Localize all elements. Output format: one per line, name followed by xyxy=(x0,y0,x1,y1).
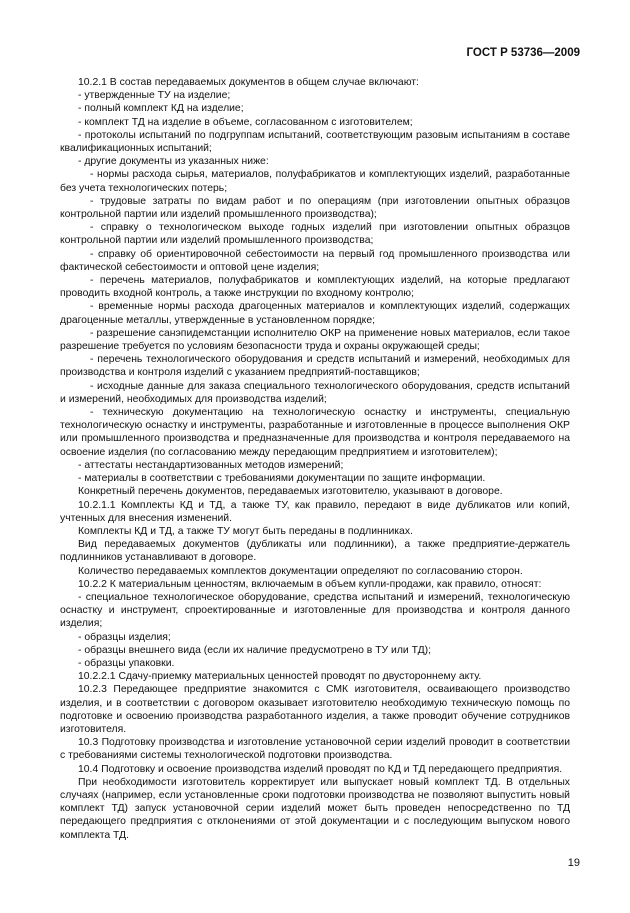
paragraph: При необходимости изготовитель корректирует или выпускает новый комплект ТД. В отдельных случаях (например, если установленные сроки подготовки производства не позволяют выпустить новый комплект ТД) запуск установочной серии изделий может быть проведен непосредственно по ТД передающего предприятия с отклонениями от этой документации и с последующим выпуском нового комплекта ТД. xyxy=(60,776,570,841)
paragraph: - материалы в соответствии с требованиями документации по защите информации. xyxy=(78,473,486,485)
paragraph: - образцы изделия; xyxy=(78,631,171,643)
paragraph: 10.4 Подготовку и освоение производства изделий проводят по КД и ТД передающего предприятия. xyxy=(78,763,563,775)
paragraph: - полный комплект КД на изделие; xyxy=(78,103,244,115)
paragraph: 10.2.3 Передающее предприятие знакомится с СМК изготовителя, осваивающего производство изделия, и в соответствии с договором оказывает изготовителю необходимую техническую помощь по подготовке и освоению производства разработанного изделия, а также проводит обучение сотрудников изготовителя. xyxy=(60,684,570,735)
paragraph: 10.2.1 В состав передаваемых документов в общем случае включают: xyxy=(78,77,419,88)
paragraph: - исходные данные для заказа специального технологического оборудования, средств испытаний и измерений, необходимых для производства изделий; xyxy=(60,380,570,405)
page-number: 19 xyxy=(567,857,580,869)
paragraph: - образцы внешнего вида (если их наличие предусмотрено в ТУ или ТД); xyxy=(78,644,431,656)
paragraph: 10.2.1.1 Комплекты КД и ТД, а также ТУ, как правило, передают в виде дубликатов или копий, учтенных для внесения изменений. xyxy=(60,499,570,524)
document-body xyxy=(60,76,570,842)
paragraph: - временные нормы расхода драгоценных материалов и комплектующих изделий, содержащих драгоценные металлы, утвержденные в установленном порядке; xyxy=(60,301,570,326)
paragraph: Комплекты КД и ТД, а также ТУ могут быть переданы в подлинниках. xyxy=(78,525,413,537)
paragraph: - перечень материалов, полуфабрикатов и комплектующих изделий, на которые предлагают проводить входной контроль, а также инструкции по входному контролю; xyxy=(60,275,570,300)
paragraph: - перечень технологического оборудования и средств испытаний и измерений, необходимых для производства и контроля изделий с указанием предприятий-поставщиков; xyxy=(60,354,570,379)
paragraph: - разрешение санэпидемстанции исполнителю ОКР на применение новых материалов, если такое разрешение требуется по условиям безопасности труда и охраны окружающей среды; xyxy=(60,327,570,353)
paragraph: 10.3 Подготовку производства и изготовление установочной серии изделий проводит в соответствии с требованиями системы технологической подготовки производства. xyxy=(60,737,570,762)
paragraph: Количество передаваемых комплектов документации определяют по согласованию сторон. xyxy=(78,565,523,577)
paragraph: - справку об ориентировочной себестоимости на первый год промышленного производства или фактической себестоимости и оптовой цене изделия; xyxy=(60,248,570,273)
paragraph: - протоколы испытаний по подгруппам испытаний, соответствующим разовым испытаниям в составе квалификационных испытаний; xyxy=(60,129,570,155)
paragraph: - техническую документацию на технологическую оснастку и инструменты, специальную технологическую оснастку и инструменты, разработанные и изготовленные в процессе выполнения ОКР или промышленного производства и предназначенные для производства и контроля передаваемого на освоение изделия (по согласованию между передающим предприятием и изготовителем); xyxy=(60,407,570,458)
paragraph: - нормы расхода сырья, материалов, полуфабрикатов и комплектующих изделий, разработанные без учета технологических потерь; xyxy=(60,169,570,194)
paragraph: 10.2.2 К материальным ценностям, включаемым в объем купли-продажи, как правило, относят: xyxy=(78,578,542,590)
document-header: ГОСТ Р 53736—2009 xyxy=(466,47,580,59)
paragraph: - аттестаты нестандартизованных методов измерений; xyxy=(78,459,344,471)
paragraph: - справку о технологическом выходе годных изделий при изготовлении опытных образцов контрольной партии или изделий промышленного производства; xyxy=(60,222,570,247)
paragraph: - утвержденные ТУ на изделие; xyxy=(78,90,231,102)
paragraph: - специальное технологическое оборудование, средства испытаний и измерений, технологическую оснастку и инструмент, спроектированные и изготовленные для производства и контроля данного изделия; xyxy=(60,591,570,630)
paragraph: - комплект ТД на изделие в объеме, согласованном с изготовителем; xyxy=(78,116,413,128)
paragraph: - другие документы из указанных ниже: xyxy=(78,156,269,168)
paragraph: - образцы упаковки. xyxy=(78,657,175,669)
paragraph: - трудовые затраты по видам работ и по операциям (при изготовлении опытных образцов контрольной партии или изделий промышленного производства); xyxy=(60,195,570,221)
paragraph: Вид передаваемых документов (дубликаты или подлинники), а также предприятие-держатель подлинников устанавливают в договоре. xyxy=(60,539,570,564)
paragraph: Конкретный перечень документов, передаваемых изготовителю, указывают в договоре. xyxy=(78,486,503,498)
paragraph: 10.2.2.1 Сдачу-приемку материальных ценностей проводят по двустороннему акту. xyxy=(78,671,482,683)
